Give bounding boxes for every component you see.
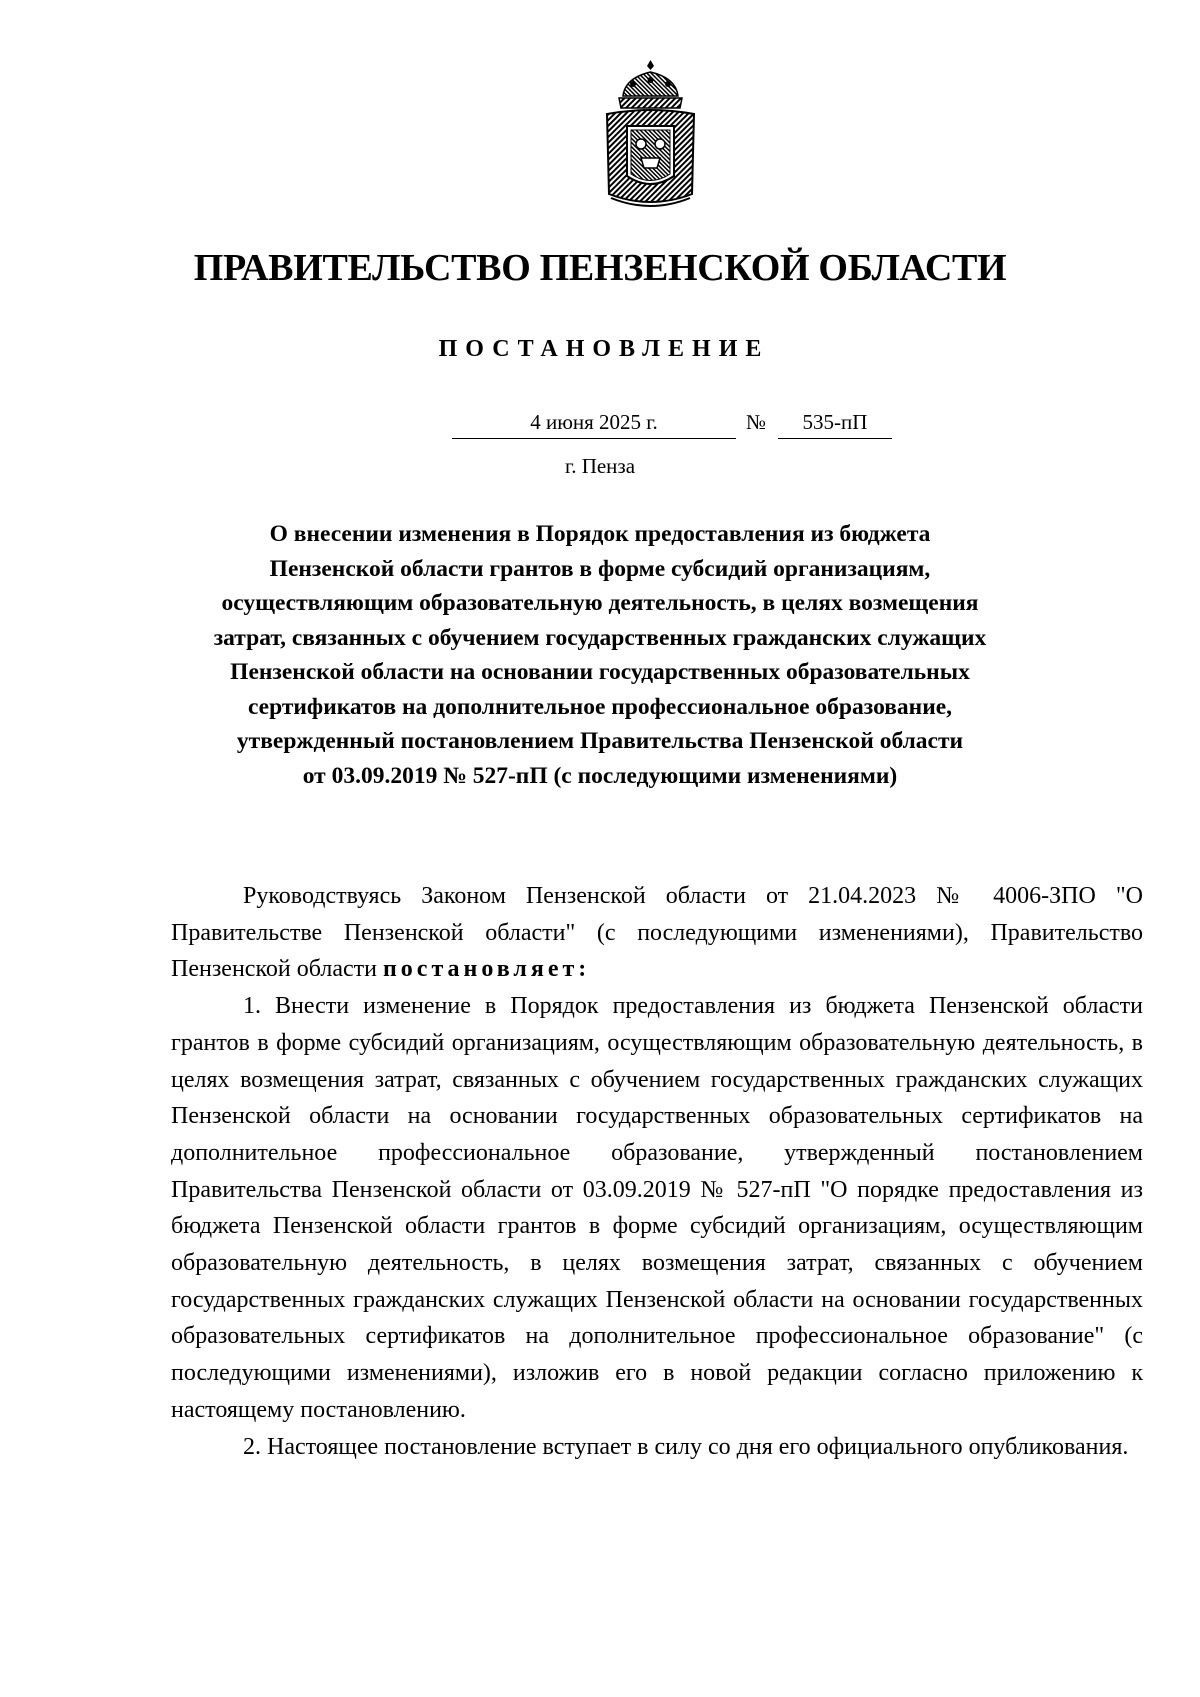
document-heading — [170, 517, 1030, 793]
document-number: 535-пП — [778, 408, 892, 439]
item-1-paragraph: 1. Внести изменение в Порядок предоставления из бюджета Пензенской области грантов в форме субсидий организациям, осуществляющим образовательную деятельность, в целях возмещения затрат, связанных с обучением государственных гражданских служащих Пензенской области на основании государственных образовательных сертификатов на дополнительное профессиональное образование, утвержденный постановлением Правительства Пензенской области от 03.09.2019 № 527-пП "О порядке предоставления из бюджета Пензенской области грантов в форме субсидий организациям, осуществляющим образовательную деятельность, в целях возмещения затрат, связанных с обучением государственных гражданских служащих Пензенской области на основании государственных образовательных сертификатов на дополнительное профессиональное образование" (с последующими изменениями), изложив его в новой редакции согласно приложению к настоящему постановлению. — [171, 993, 1143, 1423]
heading-line: осуществляющим образовательную деятельность, в целях возмещения — [221, 590, 979, 616]
item-2-paragraph: 2. Настоящее постановление вступает в силу со дня его официального опубликования. — [243, 1433, 1129, 1460]
government-title: ПРАВИТЕЛЬСТВО ПЕНЗЕНСКОЙ ОБЛАСТИ — [193, 247, 1007, 289]
document-body — [171, 878, 1143, 1465]
heading-line: утвержденный постановлением Правительства Пензенской области — [236, 728, 964, 754]
preamble-verb: постановляет: — [382, 956, 591, 983]
city: г. Пенза — [564, 454, 636, 478]
heading-line: Пензенской области грантов в форме субсидий организациям, — [269, 555, 931, 582]
coat-of-arms-icon — [601, 58, 700, 211]
document-type: ПОСТАНОВЛЕНИЕ — [438, 336, 770, 362]
document-date: 4 июня 2025 г. — [452, 408, 736, 439]
preamble-paragraph — [171, 878, 1143, 988]
preamble-text: Руководствуясь Законом Пензенской области от 21.04.2023 № 4006-ЗПО "О Правительстве Пензенской области" (с последующими изменениями), Правительство Пензенской области — [171, 883, 1143, 983]
heading-line: затрат, связанных с обучением государственных гражданских служащих — [213, 624, 987, 651]
heading-line: Пензенской области на основании государственных образовательных — [230, 659, 970, 685]
number-sign: № — [746, 410, 767, 434]
heading-line: сертификатов на дополнительное профессиональное образование, — [247, 693, 953, 720]
heading-line: О внесении изменения в Порядок предоставления из бюджета — [269, 521, 931, 547]
heading-line: от 03.09.2019 № 527-пП (с последующими изменениями) — [302, 762, 898, 789]
date-number-line — [452, 408, 892, 440]
